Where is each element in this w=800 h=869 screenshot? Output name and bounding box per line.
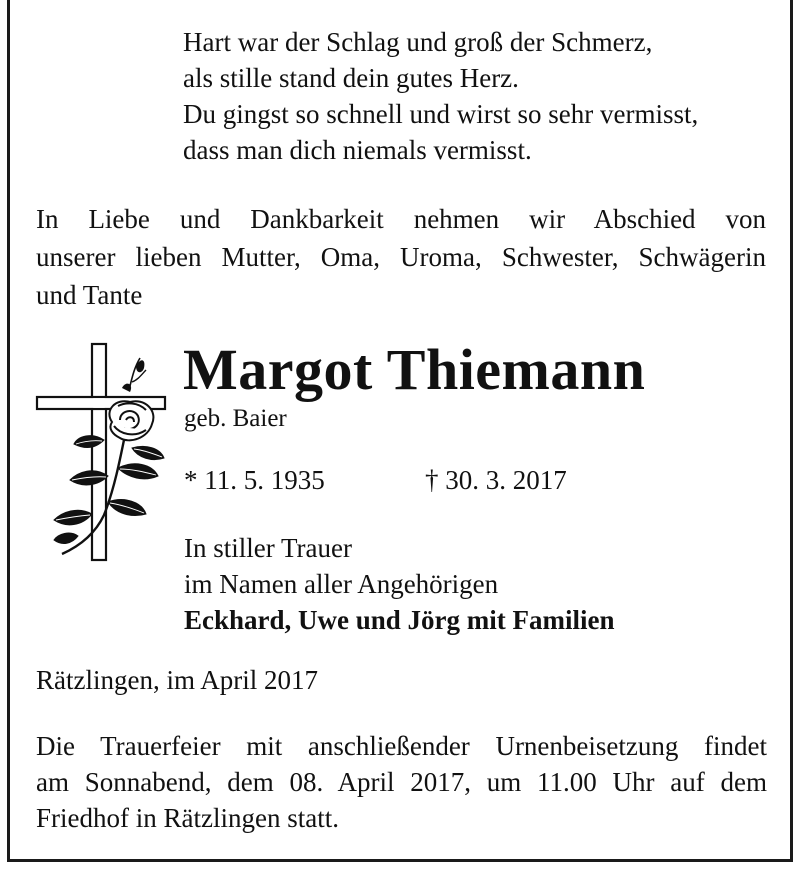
birth-date: * 11. 5. 1935 xyxy=(184,465,325,495)
relatives-line: im Namen aller Angehörigen xyxy=(184,569,499,599)
intro-line: unserer lieben Mutter, Oma, Uroma, Schwester, Schwägerin xyxy=(36,242,766,272)
intro-line: In Liebe und Dankbarkeit nehmen wir Abschied von xyxy=(36,204,766,234)
intro-line: und Tante xyxy=(36,280,143,310)
poem-line: Hart war der Schlag und groß der Schmerz, xyxy=(183,27,653,57)
notice-line: am Sonnabend, dem 08. April 2017, um 11.00 Uhr auf dem xyxy=(36,767,767,797)
place-and-date: Rätzlingen, im April 2017 xyxy=(36,665,318,695)
notice-line: Die Trauerfeier mit anschließender Urnenbeisetzung findet xyxy=(36,731,767,761)
poem-line: Du gingst so schnell und wirst so sehr vermisst, xyxy=(183,99,699,129)
poem-line: dass man dich niemals vermisst. xyxy=(183,135,532,165)
notice-line: Friedhof in Rätzlingen statt. xyxy=(36,803,339,833)
mourners-block xyxy=(184,530,615,638)
poem-line: als stille stand dein gutes Herz. xyxy=(183,63,519,93)
cross-with-rose-icon xyxy=(34,340,174,565)
funeral-notice xyxy=(36,728,767,836)
family-names: Eckhard, Uwe und Jörg mit Familien xyxy=(184,605,615,635)
memorial-poem xyxy=(183,24,698,168)
death-date: † 30. 3. 2017 xyxy=(425,465,567,495)
maiden-name: geb. Baier xyxy=(184,405,287,432)
deceased-name: Margot Thiemann xyxy=(183,337,646,402)
mourning-line: In stiller Trauer xyxy=(184,533,352,563)
farewell-intro xyxy=(36,200,766,314)
